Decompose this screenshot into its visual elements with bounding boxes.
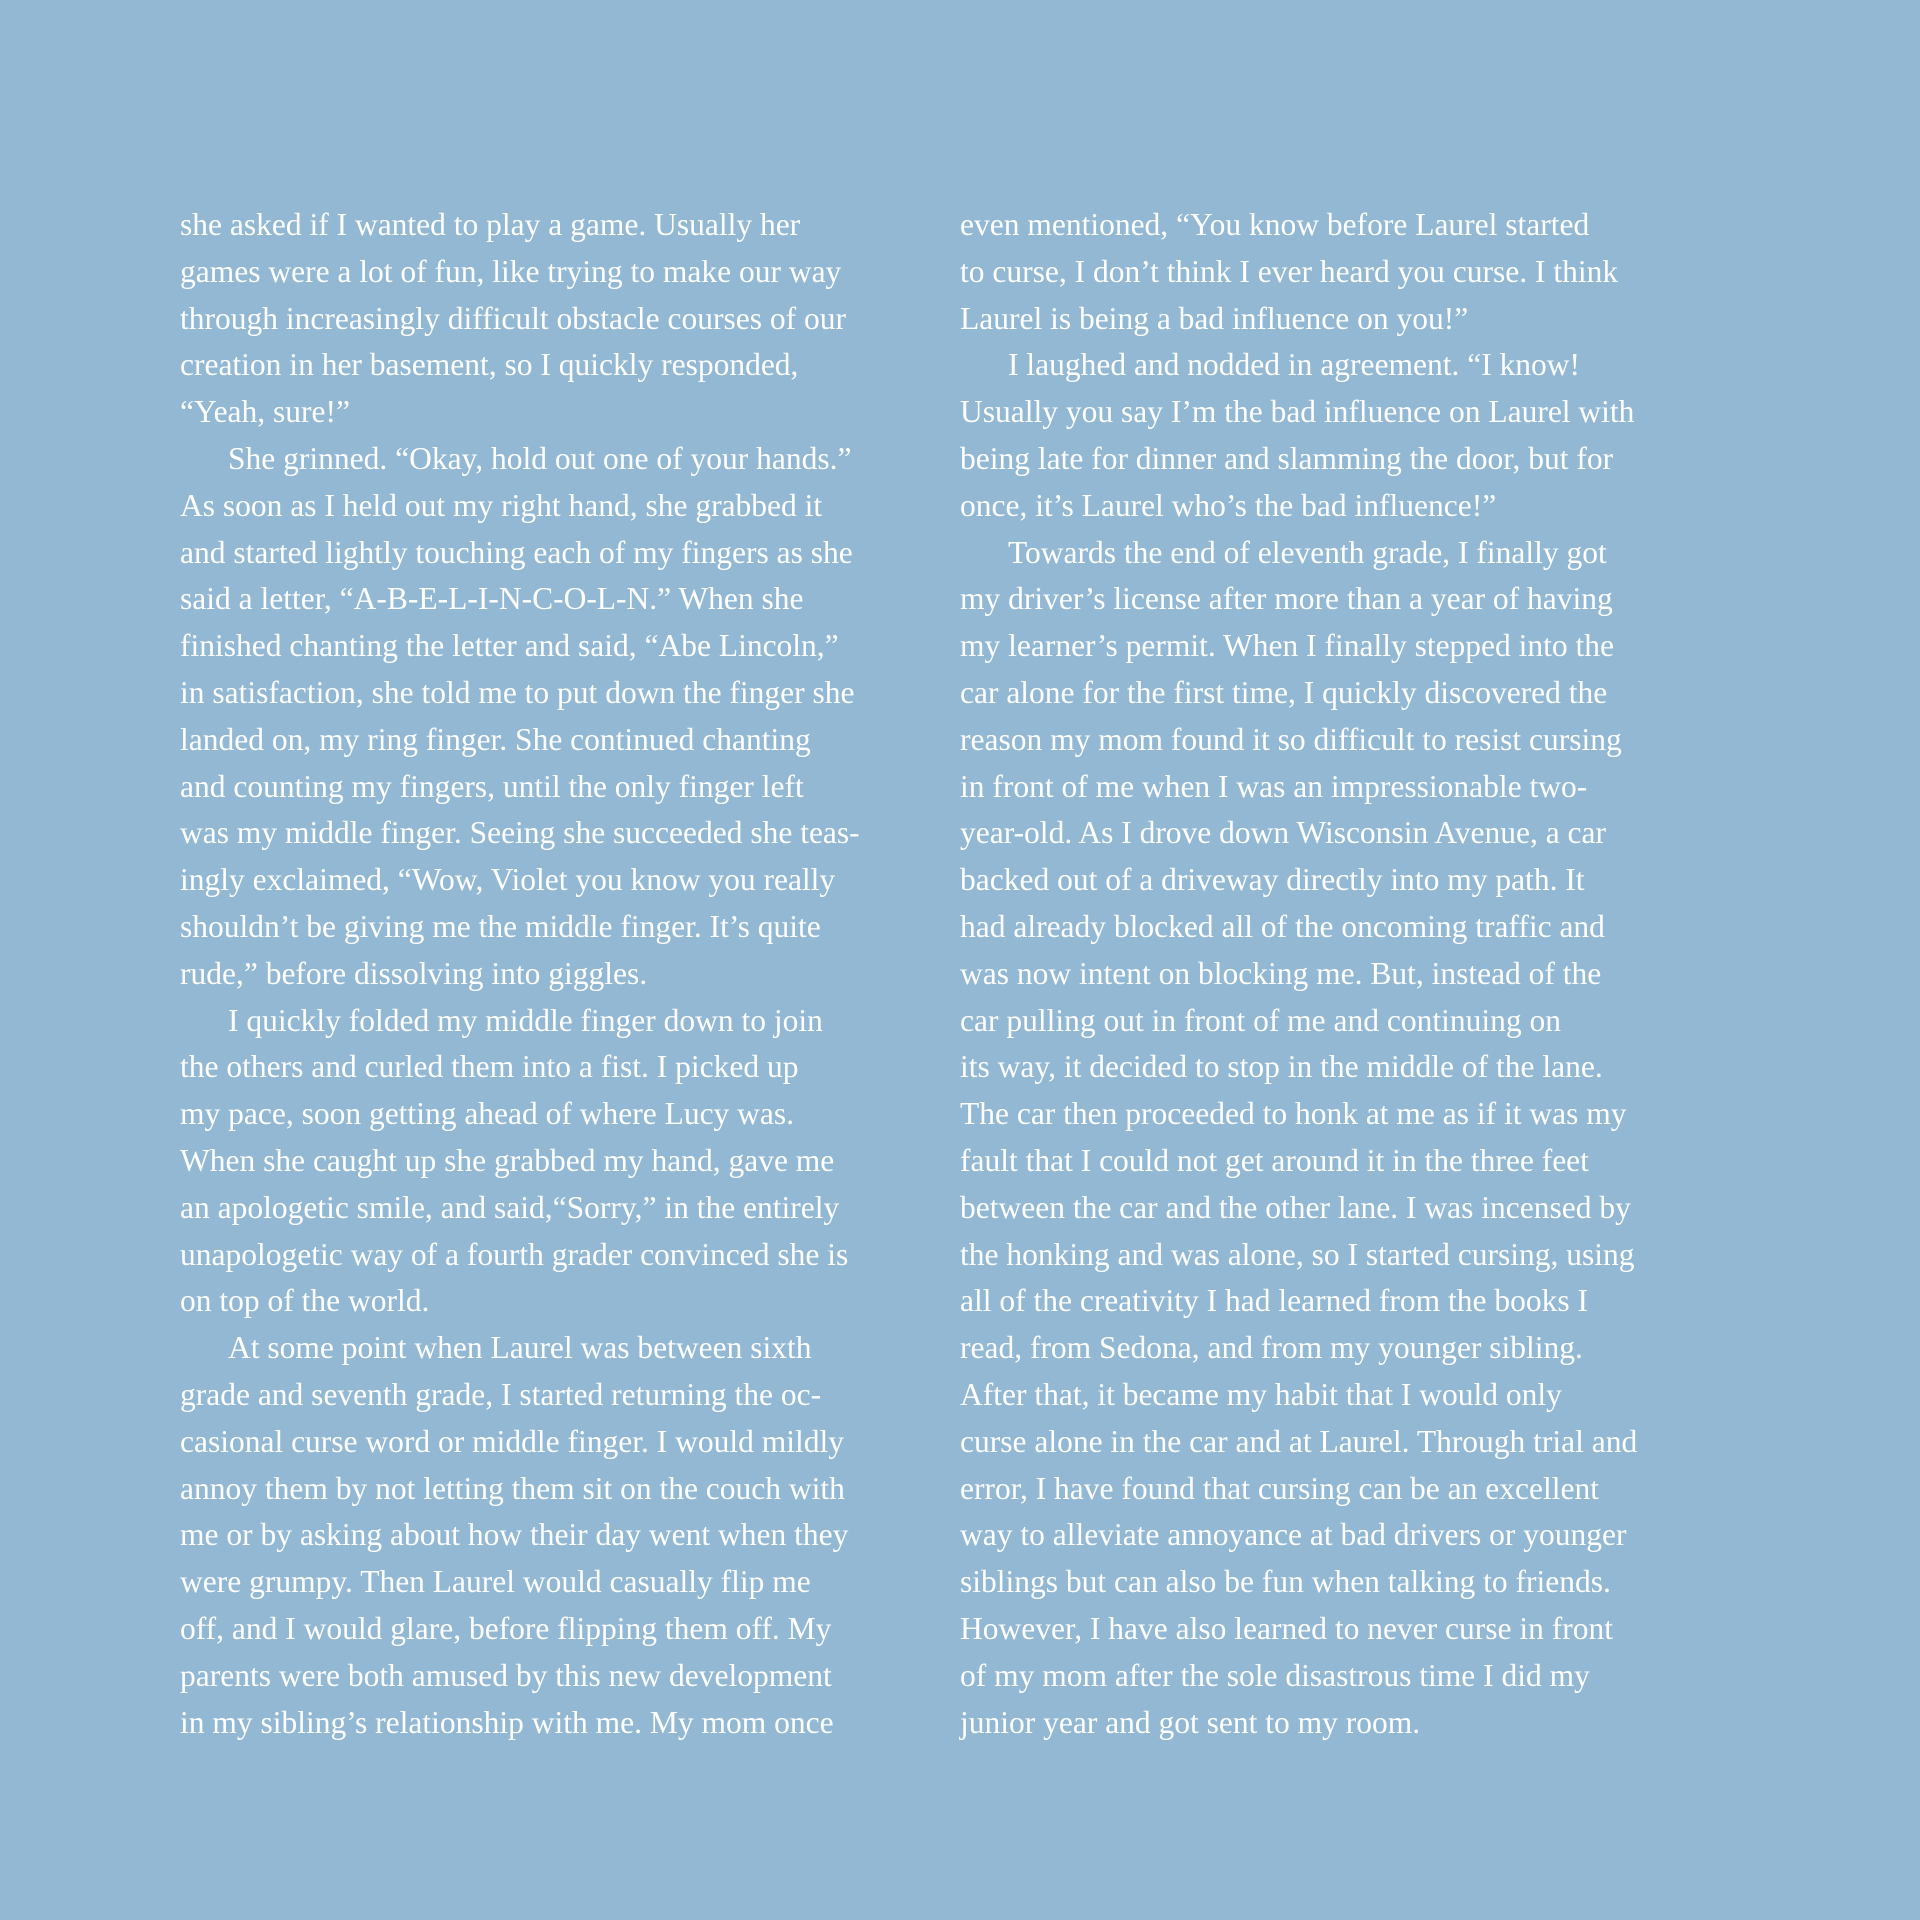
- text-line: games were a lot of fun, like trying to make our way: [180, 253, 842, 289]
- text-line: curse alone in the car and at Laurel. Through trial and: [960, 1423, 1638, 1459]
- text-line: off, and I would glare, before flipping them off. My: [180, 1610, 832, 1646]
- text-line: on top of the world.: [180, 1283, 430, 1319]
- paragraph-first-line: Towards the end of eleventh grade, I finally got: [1008, 534, 1607, 570]
- text-line: my learner’s permit. When I finally stepped into the: [960, 628, 1615, 664]
- paragraph-first-line: She grinned. “Okay, hold out one of your hands.”: [228, 440, 852, 476]
- text-line: grade and seventh grade, I started returning the oc-: [180, 1376, 822, 1412]
- text-line: through increasingly difficult obstacle courses of our: [180, 300, 846, 336]
- text-line: she asked if I wanted to play a game. Usually her: [180, 207, 801, 242]
- text-line: year-old. As I drove down Wisconsin Avenue, a car: [960, 815, 1607, 851]
- text-line: way to alleviate annoyance at bad drivers or younger: [960, 1517, 1627, 1553]
- text-line: rude,” before dissolving into giggles.: [180, 955, 648, 991]
- text-line: creation in her basement, so I quickly responded,: [180, 347, 799, 383]
- text-line: even mentioned, “You know before Laurel started: [960, 207, 1590, 242]
- text-line: parents were both amused by this new development: [180, 1657, 832, 1693]
- text-line: finished chanting the letter and said, “Abe Lincoln,”: [180, 628, 839, 664]
- text-line: Usually you say I’m the bad influence on Laurel with: [960, 394, 1635, 430]
- paragraph-first-line: I quickly folded my middle finger down to join: [228, 1002, 823, 1038]
- text-line: between the car and the other lane. I was incensed by: [960, 1189, 1631, 1225]
- text-line: After that, it became my habit that I would only: [960, 1376, 1562, 1412]
- text-line: its way, it decided to stop in the middle of the lane.: [960, 1049, 1603, 1085]
- text-line: car alone for the first time, I quickly discovered the: [960, 674, 1608, 710]
- text-line: and started lightly touching each of my fingers as she: [180, 534, 853, 570]
- text-line: As soon as I held out my right hand, she grabbed it: [180, 487, 823, 523]
- text-line: in front of me when I was an impressionable two-: [960, 768, 1588, 804]
- text-line: in satisfaction, she told me to put down the finger she: [180, 674, 855, 710]
- text-line: all of the creativity I had learned from the books I: [960, 1283, 1589, 1319]
- text-line: However, I have also learned to never curse in front: [960, 1610, 1613, 1646]
- text-line: was my middle finger. Seeing she succeeded she teas-: [180, 815, 860, 851]
- text-line: had already blocked all of the oncoming traffic and: [960, 908, 1605, 944]
- text-line: error, I have found that cursing can be an excellent: [960, 1470, 1599, 1506]
- paragraph-first-line: At some point when Laurel was between sixth: [228, 1330, 812, 1366]
- text-line: fault that I could not get around it in the three feet: [960, 1142, 1589, 1178]
- text-line: car pulling out in front of me and continuing on: [960, 1002, 1562, 1038]
- text-line: backed out of a driveway directly into my path. It: [960, 862, 1585, 898]
- text-line: my driver’s license after more than a year of having: [960, 581, 1613, 617]
- text-line: When she caught up she grabbed my hand, gave me: [180, 1142, 835, 1178]
- text-line: in my sibling’s relationship with me. My mom once: [180, 1704, 834, 1740]
- text-line: landed on, my ring finger. She continued chanting: [180, 721, 811, 757]
- text-line: me or by asking about how their day went when they: [180, 1517, 849, 1553]
- text-line: and counting my fingers, until the only finger left: [180, 768, 804, 804]
- text-line: was now intent on blocking me. But, instead of the: [960, 955, 1602, 991]
- text-line: of my mom after the sole disastrous time I did my: [960, 1657, 1590, 1693]
- text-line: annoy them by not letting them sit on the couch with: [180, 1470, 845, 1506]
- text-line: unapologetic way of a fourth grader convinced she is: [180, 1236, 849, 1272]
- text-line: my pace, soon getting ahead of where Lucy was.: [180, 1096, 795, 1132]
- text-line: an apologetic smile, and said,“Sorry,” in the entirely: [180, 1189, 840, 1225]
- text-line: reason my mom found it so difficult to resist cursing: [960, 721, 1622, 757]
- text-line: siblings but can also be fun when talking to friends.: [960, 1564, 1611, 1600]
- text-line: once, it’s Laurel who’s the bad influence!”: [960, 487, 1497, 523]
- text-line: read, from Sedona, and from my younger sibling.: [960, 1330, 1583, 1366]
- text-line: said a letter, “A-B-E-L-I-N-C-O-L-N.” When she: [180, 581, 804, 617]
- left-text-column: [180, 202, 920, 1746]
- text-line: the honking and was alone, so I started cursing, using: [960, 1236, 1635, 1272]
- text-line: The car then proceeded to honk at me as if it was my: [960, 1096, 1627, 1132]
- right-text-column: [960, 202, 1700, 1746]
- paragraph-first-line: I laughed and nodded in agreement. “I know!: [1008, 347, 1581, 383]
- text-line: junior year and got sent to my room.: [960, 1704, 1421, 1740]
- text-line: Laurel is being a bad influence on you!”: [960, 300, 1469, 336]
- text-line: being late for dinner and slamming the door, but for: [960, 440, 1614, 476]
- text-line: the others and curled them into a fist. I picked up: [180, 1049, 799, 1085]
- text-line: to curse, I don’t think I ever heard you curse. I think: [960, 253, 1619, 289]
- text-line: ingly exclaimed, “Wow, Violet you know you really: [180, 862, 836, 898]
- text-line: were grumpy. Then Laurel would casually flip me: [180, 1564, 811, 1600]
- text-line: “Yeah, sure!”: [180, 394, 350, 430]
- text-line: shouldn’t be giving me the middle finger. It’s quite: [180, 908, 821, 944]
- text-line: casional curse word or middle finger. I would mildly: [180, 1423, 844, 1459]
